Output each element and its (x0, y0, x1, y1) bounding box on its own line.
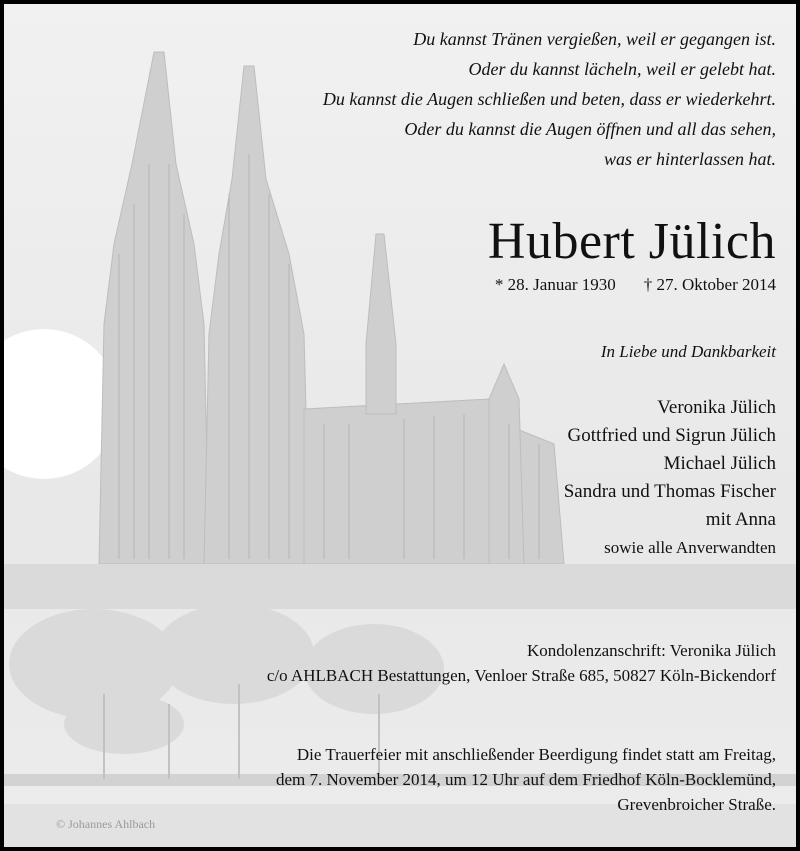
funeral-info (276, 742, 776, 817)
copyright-note: © Johannes Ahlbach (56, 817, 156, 831)
family-member: Veronika Jülich (657, 397, 776, 418)
poem-line: Oder du kannst lächeln, weil er gelebt hat. (468, 59, 776, 79)
poem (323, 24, 776, 174)
condolence-line: Kondolenzanschrift: Veronika Jülich (527, 641, 776, 660)
death-date: † 27. Oktober 2014 (643, 275, 776, 294)
family-member: sowie alle Anverwandten (604, 538, 776, 557)
family-member: Sandra und Thomas Fischer (563, 481, 776, 502)
poem-line: was er hinterlassen hat. (603, 149, 776, 169)
poem-line: Du kannst die Augen schließen und beten, dass er wiederkehrt. (322, 89, 776, 109)
dedication: In Liebe und Dankbarkeit (600, 342, 776, 361)
family-member: Gottfried und Sigrun Jülich (567, 425, 776, 446)
deceased-name: Hubert Jülich (487, 213, 776, 270)
family-member: Michael Jülich (663, 453, 776, 474)
condolence-line: c/o AHLBACH Bestattungen, Venloer Straße 685, 50827 Köln-Bickendorf (266, 666, 776, 685)
funeral-line: Die Trauerfeier mit anschließender Beerdigung findet statt am Freitag, (296, 745, 776, 764)
funeral-line: dem 7. November 2014, um 12 Uhr auf dem Friedhof Köln-Bocklemünd, (276, 770, 776, 789)
poem-line: Du kannst Tränen vergießen, weil er gegangen ist. (413, 29, 776, 49)
condolence-address (267, 638, 776, 688)
birth-date: * 28. Januar 1930 (494, 275, 616, 294)
life-dates (495, 274, 776, 296)
family-list (564, 394, 776, 562)
funeral-line: Grevenbroicher Straße. (617, 795, 776, 814)
poem-line: Oder du kannst die Augen öffnen und all das sehen, (404, 119, 776, 139)
family-member: mit Anna (705, 509, 776, 530)
